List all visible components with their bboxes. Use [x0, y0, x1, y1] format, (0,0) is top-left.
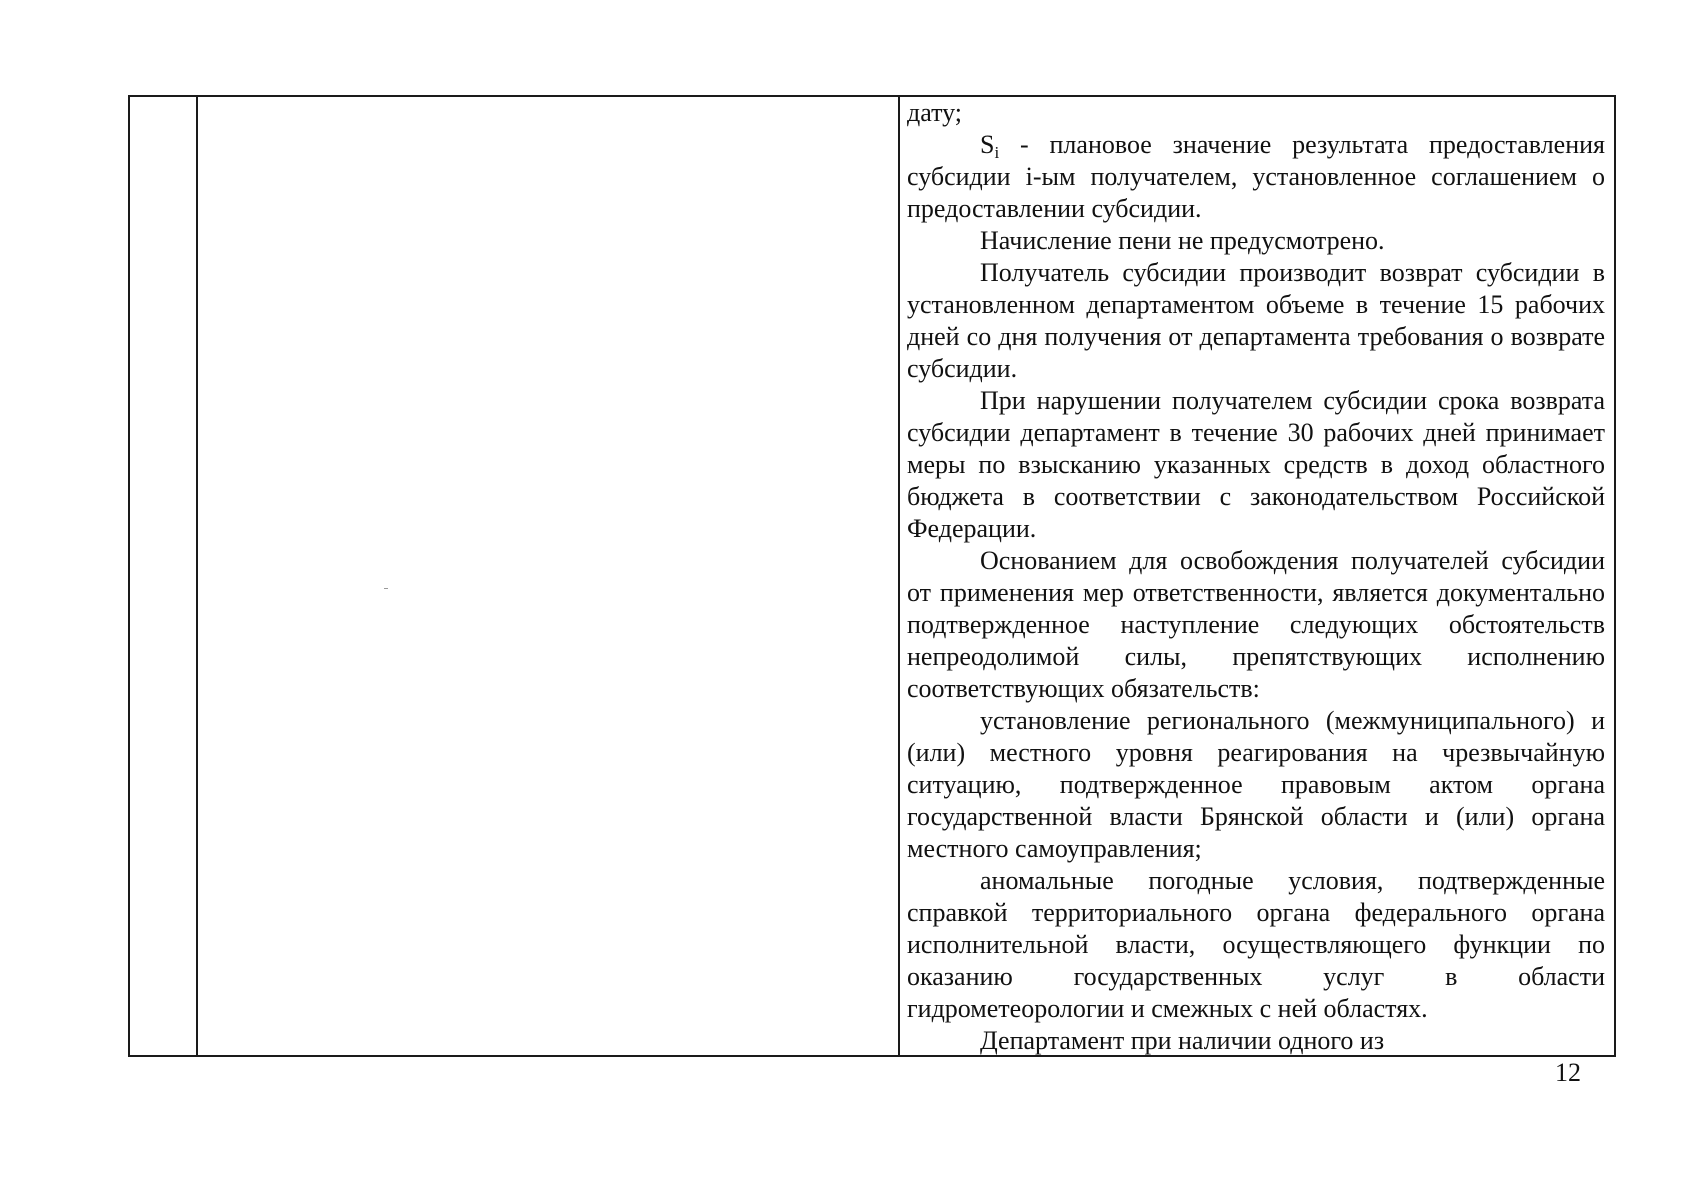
paragraph: дату; [907, 98, 962, 127]
definition-text: - плановое значение результата предоставления субсидии i-ым получателем, установленное соглашением о предоставлении субсидии. [907, 130, 1605, 223]
paragraph: Получатель субсидии производит возврат субсидии в установленном департаментом объеме в течение 15 рабочих дней со дня получения от департамента требования о возврате субсидии. [907, 258, 1605, 383]
paragraph: Начисление пени не предусмотрено. [980, 226, 1385, 255]
paragraph-formula-definition [907, 129, 1605, 225]
scan-artifact [384, 588, 388, 589]
paragraph: аномальные погодные условия, подтвержденные справкой территориального органа федерального органа исполнительной власти, осуществляющего функции по оказанию государственных услуг в области гидрометеорологии и смежных с ней областях. [907, 866, 1605, 1023]
paragraph: Основанием для освобождения получателей субсидии от применения мер ответственности, является документально подтвержденное наступление следующих обстоятельств непреодолимой силы, препятствующих исполнению соответствующих обязательств: [907, 546, 1605, 703]
symbol-subscript: i [994, 143, 1000, 162]
paragraph: установление регионального (межмуниципального) и (или) местного уровня реагирования на чрезвычайную ситуацию, подтвержденное правовым актом органа государственной власти Брянской области и (или) органа местного самоуправления; [907, 706, 1605, 863]
paragraph-continued: Департамент при наличии одного из [980, 1026, 1385, 1055]
text-cell-content [907, 97, 1605, 1055]
document-table [128, 95, 1616, 1057]
number-cell [129, 96, 197, 1056]
table-row [129, 96, 1615, 1056]
symbol-s: S [980, 130, 995, 159]
paragraph: При нарушении получателем субсидии срока возврата субсидии департамент в течение 30 рабочих дней принимает меры по взысканию указанных средств в доход областного бюджета в соответствии с законодательством Российской Федерации. [907, 386, 1605, 543]
name-cell [197, 96, 899, 1056]
page-number: 12 [1555, 1058, 1581, 1087]
text-cell [899, 96, 1615, 1056]
